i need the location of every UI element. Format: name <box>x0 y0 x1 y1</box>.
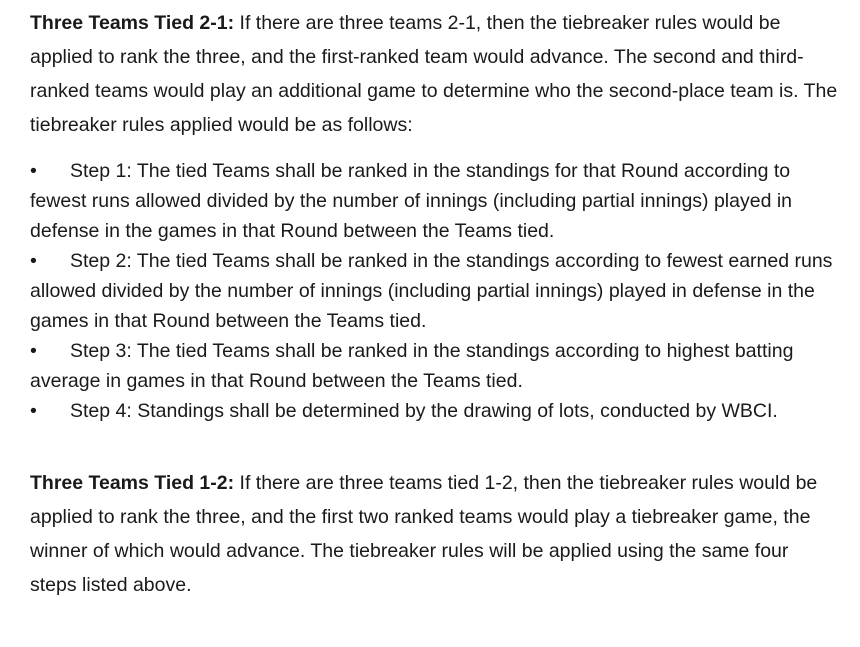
list-item-step-3 <box>30 336 840 396</box>
list-item-step-2 <box>30 246 840 336</box>
bullet-icon <box>30 396 70 426</box>
list-item-step-4 <box>30 396 840 426</box>
heading-three-teams-tied-2-1: Three Teams Tied 2-1: <box>30 12 235 34</box>
body-three-teams-tied-1-2: If there are three teams tied 1-2, then the tiebreaker rules would be applied to rank the three, and the first two ranked teams would play a tiebreaker game, the winner of which would advance. The tiebreaker rules will be applied using the same four steps listed above. <box>30 472 818 596</box>
tiebreaker-steps-list <box>30 156 840 426</box>
bullet-icon <box>30 336 70 366</box>
step-text: Step 4: Standings shall be determined by the drawing of lots, conducted by WBCI. <box>70 400 778 422</box>
heading-three-teams-tied-1-2: Three Teams Tied 1-2: <box>30 472 235 494</box>
step-text: Step 3: The tied Teams shall be ranked in the standings according to highest batting average in games in that Round between the Teams tied. <box>30 340 794 392</box>
bullet-icon <box>30 156 70 186</box>
step-text: Step 2: The tied Teams shall be ranked in the standings according to fewest earned runs allowed divided by the number of innings (including partial innings) played in defense in the games in that Round between the Teams tied. <box>30 250 833 332</box>
paragraph-three-teams-tied-2-1 <box>30 6 840 142</box>
list-item-step-1 <box>30 156 840 246</box>
paragraph-three-teams-tied-1-2 <box>30 466 840 602</box>
step-text: Step 1: The tied Teams shall be ranked in the standings for that Round according to fewest runs allowed divided by the number of innings (including partial innings) played in defense in the games in that Round between the Teams tied. <box>30 160 793 242</box>
body-three-teams-tied-2-1: If there are three teams 2-1, then the tiebreaker rules would be applied to rank the three, and the first-ranked team would advance. The second and third-ranked teams would play an additional game to determine who the second-place team is. The tiebreaker rules applied would be as follows: <box>30 12 838 136</box>
bullet-icon <box>30 246 70 276</box>
